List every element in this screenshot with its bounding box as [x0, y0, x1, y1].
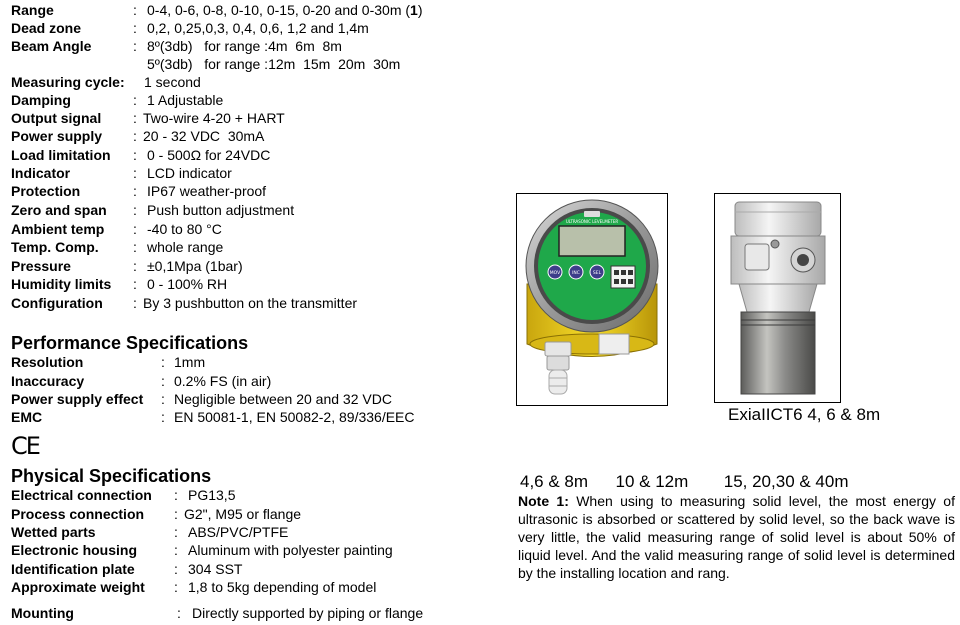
spec-label: Wetted parts	[11, 524, 96, 540]
spec-value: Aluminum with polyester painting	[188, 542, 393, 558]
spec-colon: :	[174, 542, 178, 558]
device-header-label: ULTRASONIC LEVELMETER	[565, 219, 619, 224]
range-caption-3: 15, 20,30 & 40m	[723, 472, 849, 491]
spec-colon: :	[133, 295, 137, 311]
spec-label: Range	[11, 2, 54, 18]
spec-value: 5º(3db) for range :12m 15m 20m 30m	[147, 56, 401, 72]
spec-value: Two-wire 4-20 + HART	[143, 110, 285, 126]
spec-label: Resolution	[11, 354, 84, 370]
spec-colon: :	[161, 409, 165, 425]
button-label-mov: MOV	[549, 271, 561, 276]
ex-caption: ExiaIICT6 4, 6 & 8m	[728, 405, 881, 424]
spec-value: ±0,1Mpa (1bar)	[147, 258, 243, 274]
ce-mark: CE	[11, 432, 39, 460]
range-caption-2: 10 & 12m	[615, 472, 689, 491]
spec-value	[147, 1, 423, 19]
spec-value-bold: 1	[410, 2, 418, 18]
spec-colon: :	[133, 20, 137, 36]
spec-label: Zero and span	[11, 202, 107, 218]
spec-value: 0.2% FS (in air)	[174, 373, 272, 389]
spec-value: 20 - 32 VDC 30mA	[143, 128, 265, 144]
spec-colon: :	[133, 239, 137, 255]
spec-label: Approximate weight	[11, 579, 145, 595]
spec-value: Negligible between 20 and 32 VDC	[174, 391, 392, 407]
spec-colon: :	[177, 605, 181, 621]
spec-label: Process connection	[11, 506, 145, 522]
note-paragraph	[518, 492, 955, 582]
transmitter-lcd-photo	[516, 193, 668, 406]
spec-colon: :	[161, 354, 165, 370]
spec-value: 1 Adjustable	[147, 92, 224, 108]
spec-label: Beam Angle	[11, 38, 92, 54]
spec-value: 0 - 500Ω for 24VDC	[147, 147, 271, 163]
range-caption-1: 4,6 & 8m	[520, 472, 589, 491]
transmitter-lcd-illustration	[517, 194, 667, 405]
spec-value-main: 0-4, 0-6, 0-8, 0-10, 0-15, 0-20 and 0-30m (	[147, 2, 411, 18]
spec-colon: :	[133, 183, 137, 199]
spec-label: Electrical connection	[11, 487, 152, 503]
spec-colon: :	[174, 487, 178, 503]
spec-label: Electronic housing	[11, 542, 138, 558]
button-label-sel: SEL	[592, 271, 602, 276]
spec-value: Push button adjustment	[147, 202, 295, 218]
spec-value: ABS/PVC/PTFE	[188, 524, 289, 540]
spec-colon: :	[133, 221, 137, 237]
spec-value: 304 SST	[188, 561, 243, 577]
spec-colon: :	[133, 147, 137, 163]
spec-colon: :	[133, 110, 137, 126]
spec-label: EMC	[11, 409, 43, 425]
spec-colon: :	[133, 38, 137, 54]
spec-value: 1mm	[174, 354, 206, 370]
spec-label: Temp. Comp.	[11, 239, 99, 255]
transmitter-ex-illustration	[715, 194, 840, 402]
spec-colon: :	[133, 165, 137, 181]
spec-value: By 3 pushbutton on the transmitter	[143, 295, 358, 311]
spec-label: Indicator	[11, 165, 71, 181]
spec-label: Ambient temp	[11, 221, 105, 237]
spec-label: Power supply	[11, 128, 103, 144]
spec-value: 8º(3db) for range :4m 6m 8m	[147, 38, 342, 54]
spec-label: Dead zone	[11, 20, 82, 36]
spec-colon: :	[161, 391, 165, 407]
spec-colon: :	[133, 276, 137, 292]
spec-label: Measuring cycle:	[11, 74, 125, 90]
spec-value: whole range	[147, 239, 224, 255]
spec-value: 0 - 100% RH	[147, 276, 228, 292]
spec-value: LCD indicator	[147, 165, 232, 181]
spec-value: 1 second	[144, 74, 201, 90]
spec-colon: :	[133, 92, 137, 108]
transmitter-ex-photo	[714, 193, 841, 403]
spec-colon: :	[133, 128, 137, 144]
spec-label: Damping	[11, 92, 71, 108]
physical-heading: Physical Specifications	[11, 466, 212, 486]
button-label-inc: INC	[572, 271, 580, 276]
spec-value-after: )	[417, 2, 423, 18]
spec-label: Inaccuracy	[11, 373, 85, 389]
spec-colon: :	[133, 2, 137, 18]
spec-value: -40 to 80 °C	[147, 221, 222, 237]
spec-colon: :	[174, 579, 178, 595]
spec-value: EN 50081-1, EN 50082-2, 89/336/EEC	[174, 409, 415, 425]
spec-colon: :	[133, 202, 137, 218]
spec-colon: :	[133, 258, 137, 274]
spec-value: PG13,5	[188, 487, 236, 503]
spec-colon: :	[174, 524, 178, 540]
spec-label: Power supply effect	[11, 391, 144, 407]
note-text: When using to measuring solid level, the most energy of ultrasonic is absorbed or scattered by solid level, so the back wave is very little, the valid measuring range of solid level is about 50% of liquid level. And the valid measuring range of solid level is determined by the installing location and rang.	[518, 493, 955, 581]
spec-label: Configuration	[11, 295, 103, 311]
spec-value: Directly supported by piping or flange	[192, 605, 424, 621]
spec-label: Identification plate	[11, 561, 135, 577]
spec-value: 0,2, 0,25,0,3, 0,4, 0,6, 1,2 and 1,4m	[147, 20, 369, 36]
spec-value: 1,8 to 5kg depending of model	[188, 579, 377, 595]
performance-heading: Performance Specifications	[11, 333, 249, 353]
range-captions	[520, 472, 849, 492]
spec-colon: :	[161, 373, 165, 389]
spec-label: Mounting	[11, 605, 74, 621]
spec-label: Output signal	[11, 110, 102, 126]
spec-colon: :	[174, 561, 178, 577]
spec-label: Pressure	[11, 258, 71, 274]
spec-value: IP67 weather-proof	[147, 183, 267, 199]
spec-colon: :	[174, 506, 178, 522]
note-label: Note 1:	[518, 493, 569, 509]
spec-label: Humidity limits	[11, 276, 112, 292]
spec-value: G2", M95 or flange	[184, 506, 302, 522]
spec-label: Load limitation	[11, 147, 111, 163]
spec-label: Protection	[11, 183, 81, 199]
